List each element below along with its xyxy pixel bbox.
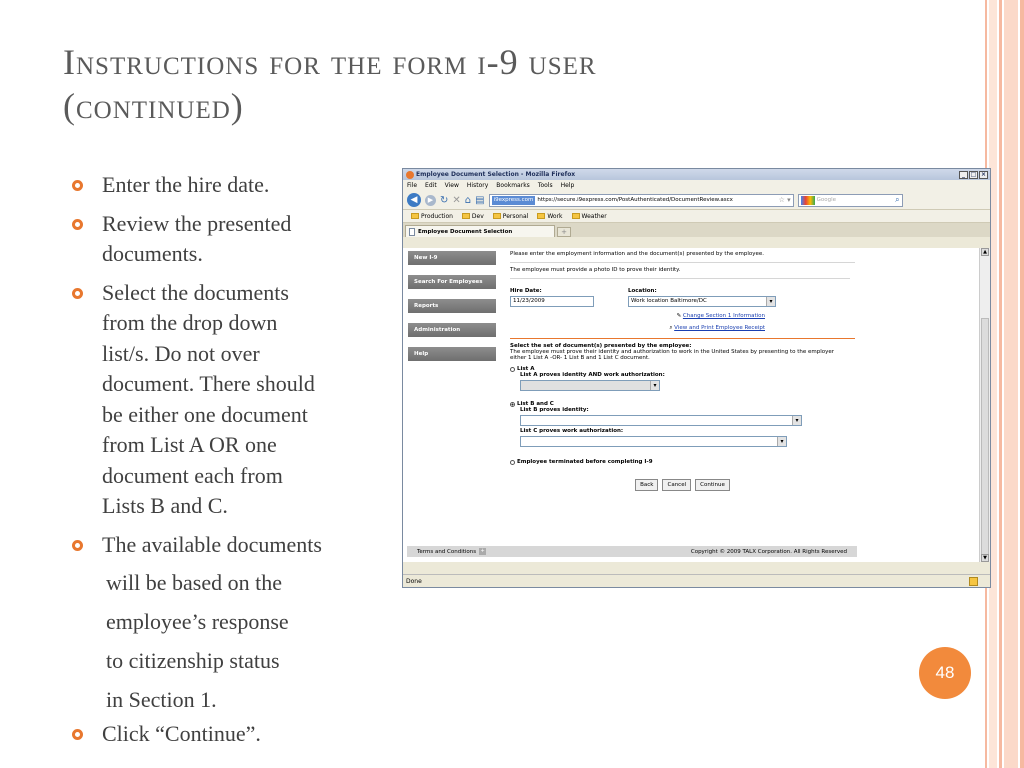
- bullet-list: [70, 170, 410, 758]
- bullet-text: in Section 1.: [106, 687, 217, 712]
- list-b-select[interactable]: [520, 415, 802, 426]
- change-section1-link[interactable]: Change Section 1 Information: [682, 313, 765, 319]
- stop-icon[interactable]: ✕: [452, 194, 461, 206]
- bullet-item: [70, 170, 410, 201]
- bullet-text: from List A OR one: [102, 432, 277, 457]
- menu-edit[interactable]: Edit: [425, 182, 437, 189]
- hire-date-input[interactable]: 11/23/2009: [510, 296, 594, 307]
- search-icon[interactable]: ⌕: [895, 195, 900, 204]
- home-icon[interactable]: ⌂: [464, 194, 472, 206]
- bookmark-work[interactable]: [537, 213, 562, 220]
- bullet-text: be either one document: [102, 401, 308, 427]
- bookmark-personal[interactable]: [493, 213, 529, 220]
- list-a-label: List A: [517, 366, 535, 372]
- scroll-down-icon[interactable]: ▼: [981, 554, 989, 562]
- documents-description: The employee must prove their identity and authorization to work in the United States by presenting to the employer either 1 List A -OR- 1 List B and 1 List C document.: [510, 349, 835, 361]
- nav-help[interactable]: Help: [408, 347, 496, 361]
- menu-history[interactable]: History: [466, 182, 489, 189]
- folder-icon: [493, 213, 501, 219]
- reload-icon[interactable]: ↻: [440, 194, 449, 206]
- employment-fields: [510, 288, 855, 307]
- bullet-text: list/s. Do not over: [102, 340, 260, 366]
- radio-icon[interactable]: [510, 367, 515, 372]
- folder-icon: [537, 213, 545, 219]
- bookmark-label: Dev: [471, 212, 484, 220]
- menu-bar: [403, 180, 990, 191]
- bullet-text: Review the presented: [102, 210, 292, 236]
- nav-reports[interactable]: Reports: [408, 299, 496, 313]
- bookmark-label: Work: [547, 212, 563, 220]
- bullet-icon: [72, 540, 83, 551]
- bullet-text: to citizenship status: [106, 648, 280, 673]
- section-divider: [510, 338, 855, 339]
- url-text: https://secure.i9express.com/PostAuthenticated/DocumentReview.ascx: [537, 197, 733, 203]
- hire-date-label: Hire Date:: [510, 288, 542, 294]
- tab-label: Employee Document Selection: [418, 228, 513, 235]
- divider: [510, 262, 855, 263]
- bookmark-star-icon[interactable]: ☆ ▾: [778, 196, 791, 204]
- nav-search-employees[interactable]: Search For Employees: [408, 275, 496, 289]
- terminated-radio[interactable]: [510, 459, 855, 465]
- folder-icon: [462, 213, 470, 219]
- bullet-icon: [72, 219, 83, 230]
- menu-file[interactable]: File: [407, 182, 418, 189]
- bookmark-weather[interactable]: [572, 213, 607, 220]
- list-a-sublabel: List A proves identity AND work authorization:: [520, 372, 665, 378]
- slide-title-line1: Instructions for the form i-9 user: [63, 42, 597, 82]
- edit-icon: ✎: [676, 313, 682, 319]
- view-print-receipt-link[interactable]: View and Print Employee Receipt: [674, 325, 765, 331]
- bullet-item: [70, 209, 410, 270]
- chevron-down-icon[interactable]: ▾: [766, 297, 775, 306]
- navigation-toolbar: [403, 191, 990, 210]
- chevron-down-icon[interactable]: ▾: [777, 437, 786, 446]
- continue-button[interactable]: Continue: [695, 479, 730, 491]
- bullet-text: documents.: [102, 241, 203, 266]
- menu-help[interactable]: Help: [560, 182, 575, 189]
- close-button[interactable]: ×: [980, 170, 987, 178]
- bullet-text: Select the documents: [102, 279, 289, 305]
- location-label: Location:: [628, 288, 657, 294]
- bookmarks-toolbar: [403, 210, 990, 223]
- bullet-text: Click “Continue”.: [102, 721, 261, 746]
- list-c-sublabel: List C proves work authorization:: [520, 428, 624, 434]
- tab-employee-document-selection[interactable]: [405, 225, 555, 237]
- back-button[interactable]: Back: [635, 479, 658, 491]
- page-icon: [409, 228, 415, 236]
- cancel-button[interactable]: Cancel: [662, 479, 691, 491]
- bullet-item: [70, 719, 410, 750]
- vertical-scrollbar[interactable]: [979, 248, 990, 562]
- bullet-icon: [72, 180, 83, 191]
- new-tab-button[interactable]: +: [557, 227, 571, 237]
- chevron-down-icon[interactable]: ▾: [792, 416, 801, 425]
- bullet-text: will be based on the: [106, 570, 282, 595]
- bookmark-label: Production: [421, 212, 453, 220]
- list-a-select[interactable]: [520, 380, 660, 391]
- nav-administration[interactable]: Administration: [408, 323, 496, 337]
- document-form: [510, 251, 855, 491]
- bullet-text: Enter the hire date.: [102, 172, 270, 197]
- lock-icon[interactable]: [969, 577, 978, 586]
- folder-icon: [572, 213, 580, 219]
- search-placeholder: Google: [816, 197, 836, 203]
- status-bar: [403, 574, 990, 587]
- minimize-button[interactable]: _: [959, 171, 968, 179]
- scroll-thumb[interactable]: [981, 318, 989, 558]
- window-titlebar: [403, 169, 990, 180]
- scroll-up-icon[interactable]: ▲: [981, 248, 989, 256]
- menu-bookmarks[interactable]: Bookmarks: [496, 182, 530, 189]
- bullet-item: [70, 278, 410, 522]
- bullet-text: The available documents: [102, 531, 322, 557]
- firefox-icon: [406, 171, 414, 179]
- bullet-icon: [72, 288, 83, 299]
- list-c-select[interactable]: [520, 436, 787, 447]
- bookmark-label: Personal: [502, 212, 529, 220]
- page-content: [403, 248, 981, 562]
- print-icon[interactable]: ▤: [475, 194, 485, 206]
- bullet-text: Lists B and C.: [102, 493, 228, 518]
- form-buttons: [510, 479, 855, 491]
- list-b-sublabel: List B proves identity:: [520, 407, 589, 413]
- status-text: Done: [406, 577, 422, 585]
- browser-screenshot: [402, 168, 991, 588]
- divider: [510, 278, 850, 279]
- terms-link[interactable]: Terms and Conditions: [417, 548, 477, 555]
- bullet-item: [70, 530, 410, 561]
- expand-icon[interactable]: +: [480, 548, 485, 554]
- folder-icon: [411, 213, 419, 219]
- radio-selected-icon[interactable]: [510, 402, 515, 407]
- tab-bar: [403, 223, 990, 237]
- bullet-text: document each from: [102, 462, 283, 488]
- bullet-text: document. There should: [102, 371, 315, 396]
- nav-new-i9[interactable]: New I-9: [408, 251, 496, 265]
- bullet-continuation: [70, 563, 410, 719]
- site-identity-badge[interactable]: i9express.com: [493, 196, 534, 203]
- google-icon: [801, 196, 815, 205]
- bookmark-dev[interactable]: [462, 213, 484, 220]
- menu-view[interactable]: View: [444, 182, 459, 189]
- bullet-text: employee’s response: [106, 609, 289, 634]
- forward-arrow-icon[interactable]: ▶: [425, 195, 436, 206]
- page-footer: [407, 546, 857, 557]
- page-number-badge: 48: [919, 647, 971, 699]
- side-navigation: [408, 251, 496, 371]
- intro-text: Please enter the employment information and the document(s) presented by the employee.: [510, 251, 765, 257]
- radio-icon[interactable]: [510, 460, 515, 465]
- back-arrow-icon[interactable]: ◀: [407, 193, 421, 207]
- maximize-button[interactable]: □: [970, 170, 977, 178]
- bookmark-label: Weather: [581, 212, 607, 220]
- bullet-text: from the drop down: [102, 310, 278, 335]
- documents-heading: Select the set of document(s) presented by the employee:: [510, 343, 692, 349]
- magnifier-icon: ⌕: [669, 325, 673, 331]
- bookmark-production[interactable]: [411, 213, 453, 220]
- photo-id-note: The employee must provide a photo ID to prove their identity.: [510, 267, 681, 273]
- slide-title: [63, 40, 963, 128]
- window-title: Employee Document Selection - Mozilla Firefox: [416, 171, 576, 178]
- location-value: Work location Baltimore/DC: [631, 298, 707, 304]
- action-links: [510, 313, 765, 332]
- list-bc-label: List B and C: [517, 401, 554, 407]
- bullet-icon: [72, 729, 83, 740]
- url-bar[interactable]: [489, 194, 794, 207]
- terminated-label: Employee terminated before completing I-9: [517, 459, 653, 465]
- search-box[interactable]: [798, 194, 903, 207]
- chevron-down-icon[interactable]: ▾: [650, 381, 659, 390]
- copyright-text: Copyright © 2009 TALX Corporation. All Rights Reserved: [690, 548, 847, 555]
- location-select[interactable]: [628, 296, 776, 307]
- slide-title-line2: (continued): [63, 86, 244, 126]
- menu-tools[interactable]: Tools: [537, 182, 553, 189]
